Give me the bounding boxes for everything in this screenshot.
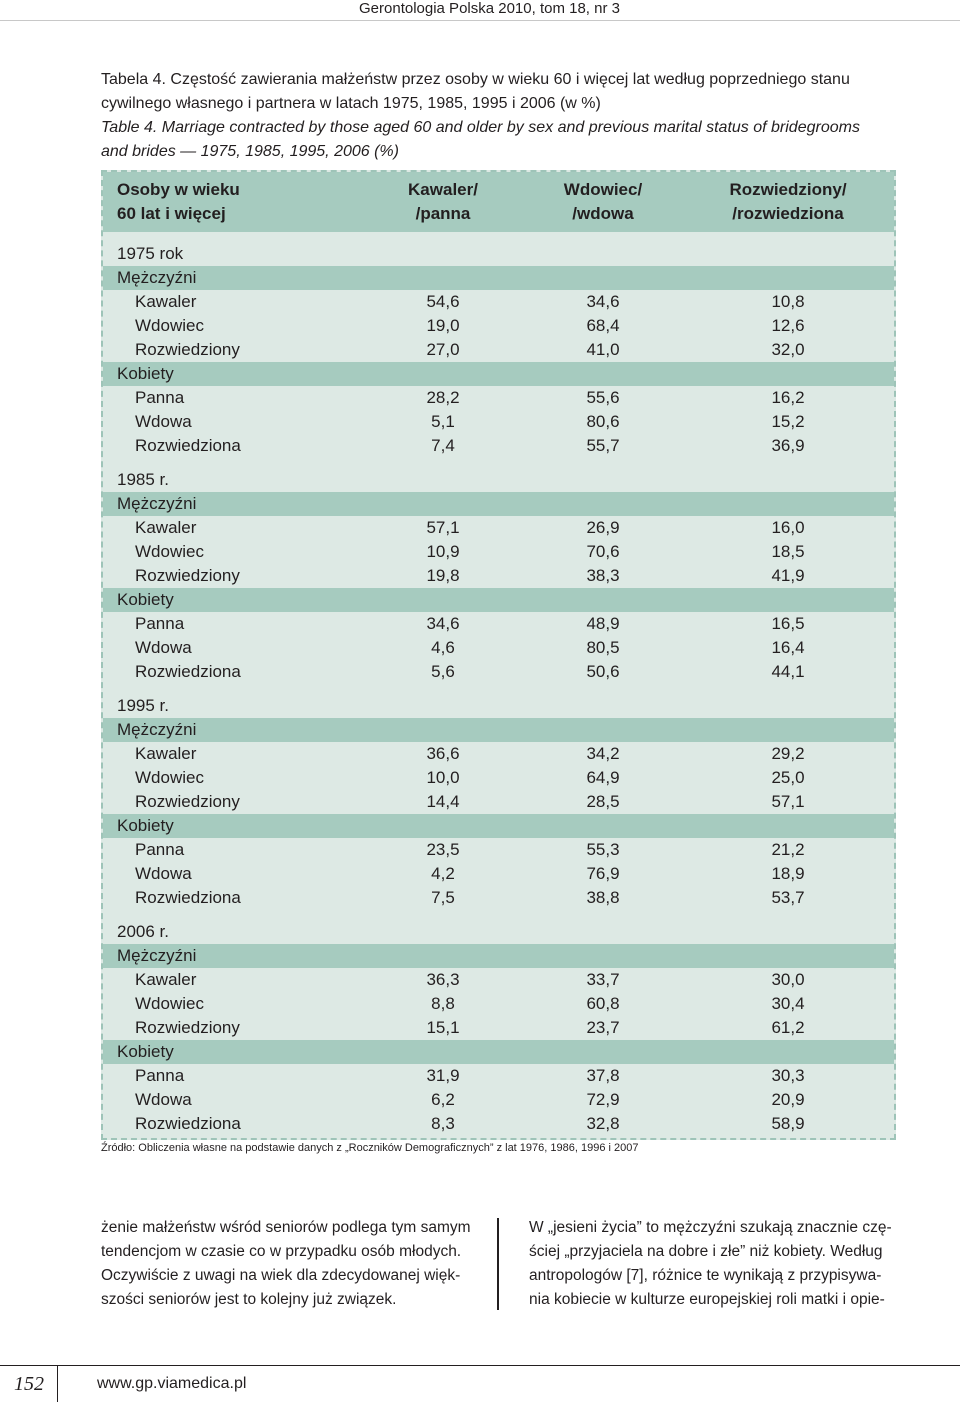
value-bachelor: 27,0 xyxy=(426,340,460,359)
value-widowed: 64,9 xyxy=(586,768,620,787)
table-row xyxy=(103,766,894,790)
value-bachelor: 34,6 xyxy=(426,614,460,633)
caption-pl-line1: Tabela 4. Częstość zawierania małżeństw przez osoby w wieku 60 i więcej lat według poprzedniego stanu xyxy=(101,71,850,88)
value-bachelor: 19,0 xyxy=(426,316,460,335)
journal-website-link[interactable]: www.gp.viamedica.pl xyxy=(97,1375,247,1392)
header-col-widowed xyxy=(523,178,683,226)
sex-group-label: Mężczyźni xyxy=(117,268,197,287)
value-widowed: 55,3 xyxy=(586,840,620,859)
sex-group-row xyxy=(103,492,894,516)
value-bachelor: 8,8 xyxy=(431,994,455,1013)
table-row xyxy=(103,386,894,410)
value-divorced: 25,0 xyxy=(771,768,805,787)
value-divorced: 44,1 xyxy=(771,662,805,681)
value-bachelor: 36,6 xyxy=(426,744,460,763)
header-col-divorced-line1: Rozwiedziony/ xyxy=(729,180,847,199)
value-divorced: 16,5 xyxy=(771,614,805,633)
running-head-text: Gerontologia Polska 2010, tom 18, nr 3 xyxy=(359,0,620,17)
value-bachelor: 10,0 xyxy=(426,768,460,787)
value-divorced: 30,4 xyxy=(771,994,805,1013)
value-widowed: 76,9 xyxy=(586,864,620,883)
sex-group-label: Mężczyźni xyxy=(117,720,197,739)
body-text-line: Oczywiście z uwagi na wiek dla zdecydowanej więk- xyxy=(101,1267,461,1284)
value-divorced: 10,8 xyxy=(771,292,805,311)
row-label: Kawaler xyxy=(135,292,197,311)
value-divorced: 15,2 xyxy=(771,412,805,431)
row-label: Wdowiec xyxy=(135,316,204,335)
table-row xyxy=(103,838,894,862)
value-bachelor: 4,2 xyxy=(431,864,455,883)
body-text-line: nia kobiecie w kulturze europejskiej roli matki i opie- xyxy=(529,1291,885,1308)
table-row xyxy=(103,564,894,588)
value-widowed: 32,8 xyxy=(586,1114,620,1133)
value-widowed: 28,5 xyxy=(586,792,620,811)
table-row xyxy=(103,1064,894,1088)
sex-group-row xyxy=(103,266,894,290)
value-widowed: 37,8 xyxy=(586,1066,620,1085)
row-label: Rozwiedziona xyxy=(135,1114,241,1133)
value-widowed: 41,0 xyxy=(586,340,620,359)
sex-group-row xyxy=(103,1040,894,1064)
sex-group-label: Kobiety xyxy=(117,364,174,383)
value-widowed: 34,6 xyxy=(586,292,620,311)
header-col-bachelor-line1: Kawaler/ xyxy=(408,180,478,199)
table-row xyxy=(103,410,894,434)
value-bachelor: 57,1 xyxy=(426,518,460,537)
value-bachelor: 10,9 xyxy=(426,542,460,561)
header-col-divorced-line2: /rozwiedziona xyxy=(732,204,844,223)
running-head xyxy=(0,0,960,22)
value-divorced: 16,0 xyxy=(771,518,805,537)
row-label: Kawaler xyxy=(135,518,197,537)
value-bachelor: 15,1 xyxy=(426,1018,460,1037)
value-widowed: 80,5 xyxy=(586,638,620,657)
sex-group-row xyxy=(103,362,894,386)
header-col-bachelor-line2: /panna xyxy=(415,204,471,223)
value-widowed: 55,7 xyxy=(586,436,620,455)
table-row xyxy=(103,434,894,458)
row-label: Wdowiec xyxy=(135,768,204,787)
value-divorced: 41,9 xyxy=(771,566,805,585)
year-row xyxy=(103,920,894,946)
row-label: Rozwiedziony xyxy=(135,792,240,811)
value-bachelor: 7,4 xyxy=(431,436,455,455)
year-row xyxy=(103,242,894,268)
value-bachelor: 5,6 xyxy=(431,662,455,681)
table-source-note: Źródło: Obliczenia własne na podstawie danych z „Roczników Demograficznych” z lat 1976, 1986, 1996 i 2007 xyxy=(101,1142,639,1154)
caption-en-line2: and brides — 1975, 1985, 1995, 2006 (%) xyxy=(101,143,399,160)
row-label: Wdowa xyxy=(135,1090,192,1109)
value-divorced: 61,2 xyxy=(771,1018,805,1037)
value-divorced: 32,0 xyxy=(771,340,805,359)
header-col-bachelor xyxy=(363,178,523,226)
caption-en-line1: Table 4. Marriage contracted by those aged 60 and older by sex and previous marital status of bridegrooms xyxy=(101,119,860,136)
body-text-line: szości seniorów jest to kolejny już związek. xyxy=(101,1291,397,1308)
value-bachelor: 6,2 xyxy=(431,1090,455,1109)
row-label: Rozwiedziona xyxy=(135,888,241,907)
value-divorced: 30,3 xyxy=(771,1066,805,1085)
value-divorced: 29,2 xyxy=(771,744,805,763)
footer-separator xyxy=(57,1366,58,1402)
table-row xyxy=(103,612,894,636)
column-divider xyxy=(497,1218,499,1310)
row-label: Rozwiedziony xyxy=(135,566,240,585)
value-divorced: 36,9 xyxy=(771,436,805,455)
table-row xyxy=(103,790,894,814)
header-col-divorced xyxy=(688,178,888,226)
running-head-rule xyxy=(0,20,960,21)
sex-group-row xyxy=(103,814,894,838)
sex-group-label: Mężczyźni xyxy=(117,494,197,513)
table-row xyxy=(103,992,894,1016)
header-col-widowed-line2: /wdowa xyxy=(572,204,634,223)
year-label: 1995 r. xyxy=(117,696,169,715)
value-widowed: 55,6 xyxy=(586,388,620,407)
table-row xyxy=(103,886,894,910)
table-row xyxy=(103,862,894,886)
value-bachelor: 14,4 xyxy=(426,792,460,811)
table-row xyxy=(103,338,894,362)
sex-group-label: Kobiety xyxy=(117,816,174,835)
value-divorced: 16,4 xyxy=(771,638,805,657)
value-widowed: 38,8 xyxy=(586,888,620,907)
value-divorced: 58,9 xyxy=(771,1114,805,1133)
table-row xyxy=(103,636,894,660)
year-label: 1975 rok xyxy=(117,244,184,263)
sex-group-label: Kobiety xyxy=(117,590,174,609)
year-label: 1985 r. xyxy=(117,470,169,489)
value-bachelor: 4,6 xyxy=(431,638,455,657)
body-text-line: ściej „przyjaciela na dobre i złe” niż kobiety. Według xyxy=(529,1243,883,1260)
value-widowed: 23,7 xyxy=(586,1018,620,1037)
value-divorced: 57,1 xyxy=(771,792,805,811)
value-widowed: 48,9 xyxy=(586,614,620,633)
row-label: Panna xyxy=(135,840,185,859)
row-label: Panna xyxy=(135,1066,185,1085)
sex-group-row xyxy=(103,588,894,612)
data-table xyxy=(101,170,896,1140)
value-divorced: 53,7 xyxy=(771,888,805,907)
year-row xyxy=(103,468,894,494)
value-divorced: 18,9 xyxy=(771,864,805,883)
header-col-widowed-line1: Wdowiec/ xyxy=(563,180,643,199)
value-bachelor: 31,9 xyxy=(426,1066,460,1085)
sex-group-label: Kobiety xyxy=(117,1042,174,1061)
row-label: Wdowiec xyxy=(135,542,204,561)
table-row xyxy=(103,660,894,684)
table-row xyxy=(103,290,894,314)
caption-pl-line2: cywilnego własnego i partnera w latach 1975, 1985, 1995 i 2006 (w %) xyxy=(101,95,601,112)
sex-group-label: Mężczyźni xyxy=(117,946,197,965)
row-label: Rozwiedziony xyxy=(135,340,240,359)
table-row xyxy=(103,1112,894,1136)
body-text-line: W „jesieni życia” to mężczyźni szukają znacznie czę- xyxy=(529,1219,892,1236)
body-text-line: tendencjom w czasie co w przypadku osób młodych. xyxy=(101,1243,462,1260)
value-widowed: 50,6 xyxy=(586,662,620,681)
row-label: Wdowa xyxy=(135,864,192,883)
body-text-right-column xyxy=(529,1216,892,1312)
row-label: Wdowa xyxy=(135,638,192,657)
row-label: Wdowa xyxy=(135,412,192,431)
page-number: 152 xyxy=(14,1373,44,1395)
value-widowed: 70,6 xyxy=(586,542,620,561)
sex-group-row xyxy=(103,718,894,742)
table-row xyxy=(103,314,894,338)
value-divorced: 12,6 xyxy=(771,316,805,335)
table-header xyxy=(103,172,894,232)
table-row xyxy=(103,516,894,540)
value-divorced: 21,2 xyxy=(771,840,805,859)
value-divorced: 18,5 xyxy=(771,542,805,561)
table-row xyxy=(103,1016,894,1040)
row-label: Rozwiedziona xyxy=(135,436,241,455)
row-label: Rozwiedziony xyxy=(135,1018,240,1037)
row-label: Kawaler xyxy=(135,744,197,763)
row-label: Kawaler xyxy=(135,970,197,989)
value-widowed: 38,3 xyxy=(586,566,620,585)
table-caption xyxy=(101,68,911,164)
value-divorced: 20,9 xyxy=(771,1090,805,1109)
row-label: Rozwiedziona xyxy=(135,662,241,681)
value-bachelor: 8,3 xyxy=(431,1114,455,1133)
value-bachelor: 28,2 xyxy=(426,388,460,407)
value-widowed: 60,8 xyxy=(586,994,620,1013)
value-divorced: 16,2 xyxy=(771,388,805,407)
value-bachelor: 5,1 xyxy=(431,412,455,431)
body-text-line: żenie małżeństw wśród seniorów podlega tym samym xyxy=(101,1219,471,1236)
header-col-age xyxy=(117,178,240,226)
row-label: Panna xyxy=(135,614,185,633)
year-label: 2006 r. xyxy=(117,922,169,941)
value-bachelor: 36,3 xyxy=(426,970,460,989)
value-divorced: 30,0 xyxy=(771,970,805,989)
value-bachelor: 23,5 xyxy=(426,840,460,859)
table-row xyxy=(103,540,894,564)
body-text-line: antropologów [7], różnice te wynikają z przypisywa- xyxy=(529,1267,882,1284)
value-bachelor: 7,5 xyxy=(431,888,455,907)
header-col-age-line1: Osoby w wieku xyxy=(117,180,240,199)
row-label: Wdowiec xyxy=(135,994,204,1013)
value-widowed: 72,9 xyxy=(586,1090,620,1109)
body-text-left-column xyxy=(101,1216,471,1312)
value-bachelor: 19,8 xyxy=(426,566,460,585)
row-label: Panna xyxy=(135,388,185,407)
table-row xyxy=(103,968,894,992)
table-row xyxy=(103,1088,894,1112)
value-widowed: 26,9 xyxy=(586,518,620,537)
table-row xyxy=(103,742,894,766)
sex-group-row xyxy=(103,944,894,968)
value-widowed: 80,6 xyxy=(586,412,620,431)
header-col-age-line2: 60 lat i więcej xyxy=(117,204,226,223)
value-widowed: 33,7 xyxy=(586,970,620,989)
year-row xyxy=(103,694,894,720)
value-widowed: 68,4 xyxy=(586,316,620,335)
value-bachelor: 54,6 xyxy=(426,292,460,311)
footer-rule xyxy=(0,1365,960,1366)
value-widowed: 34,2 xyxy=(586,744,620,763)
